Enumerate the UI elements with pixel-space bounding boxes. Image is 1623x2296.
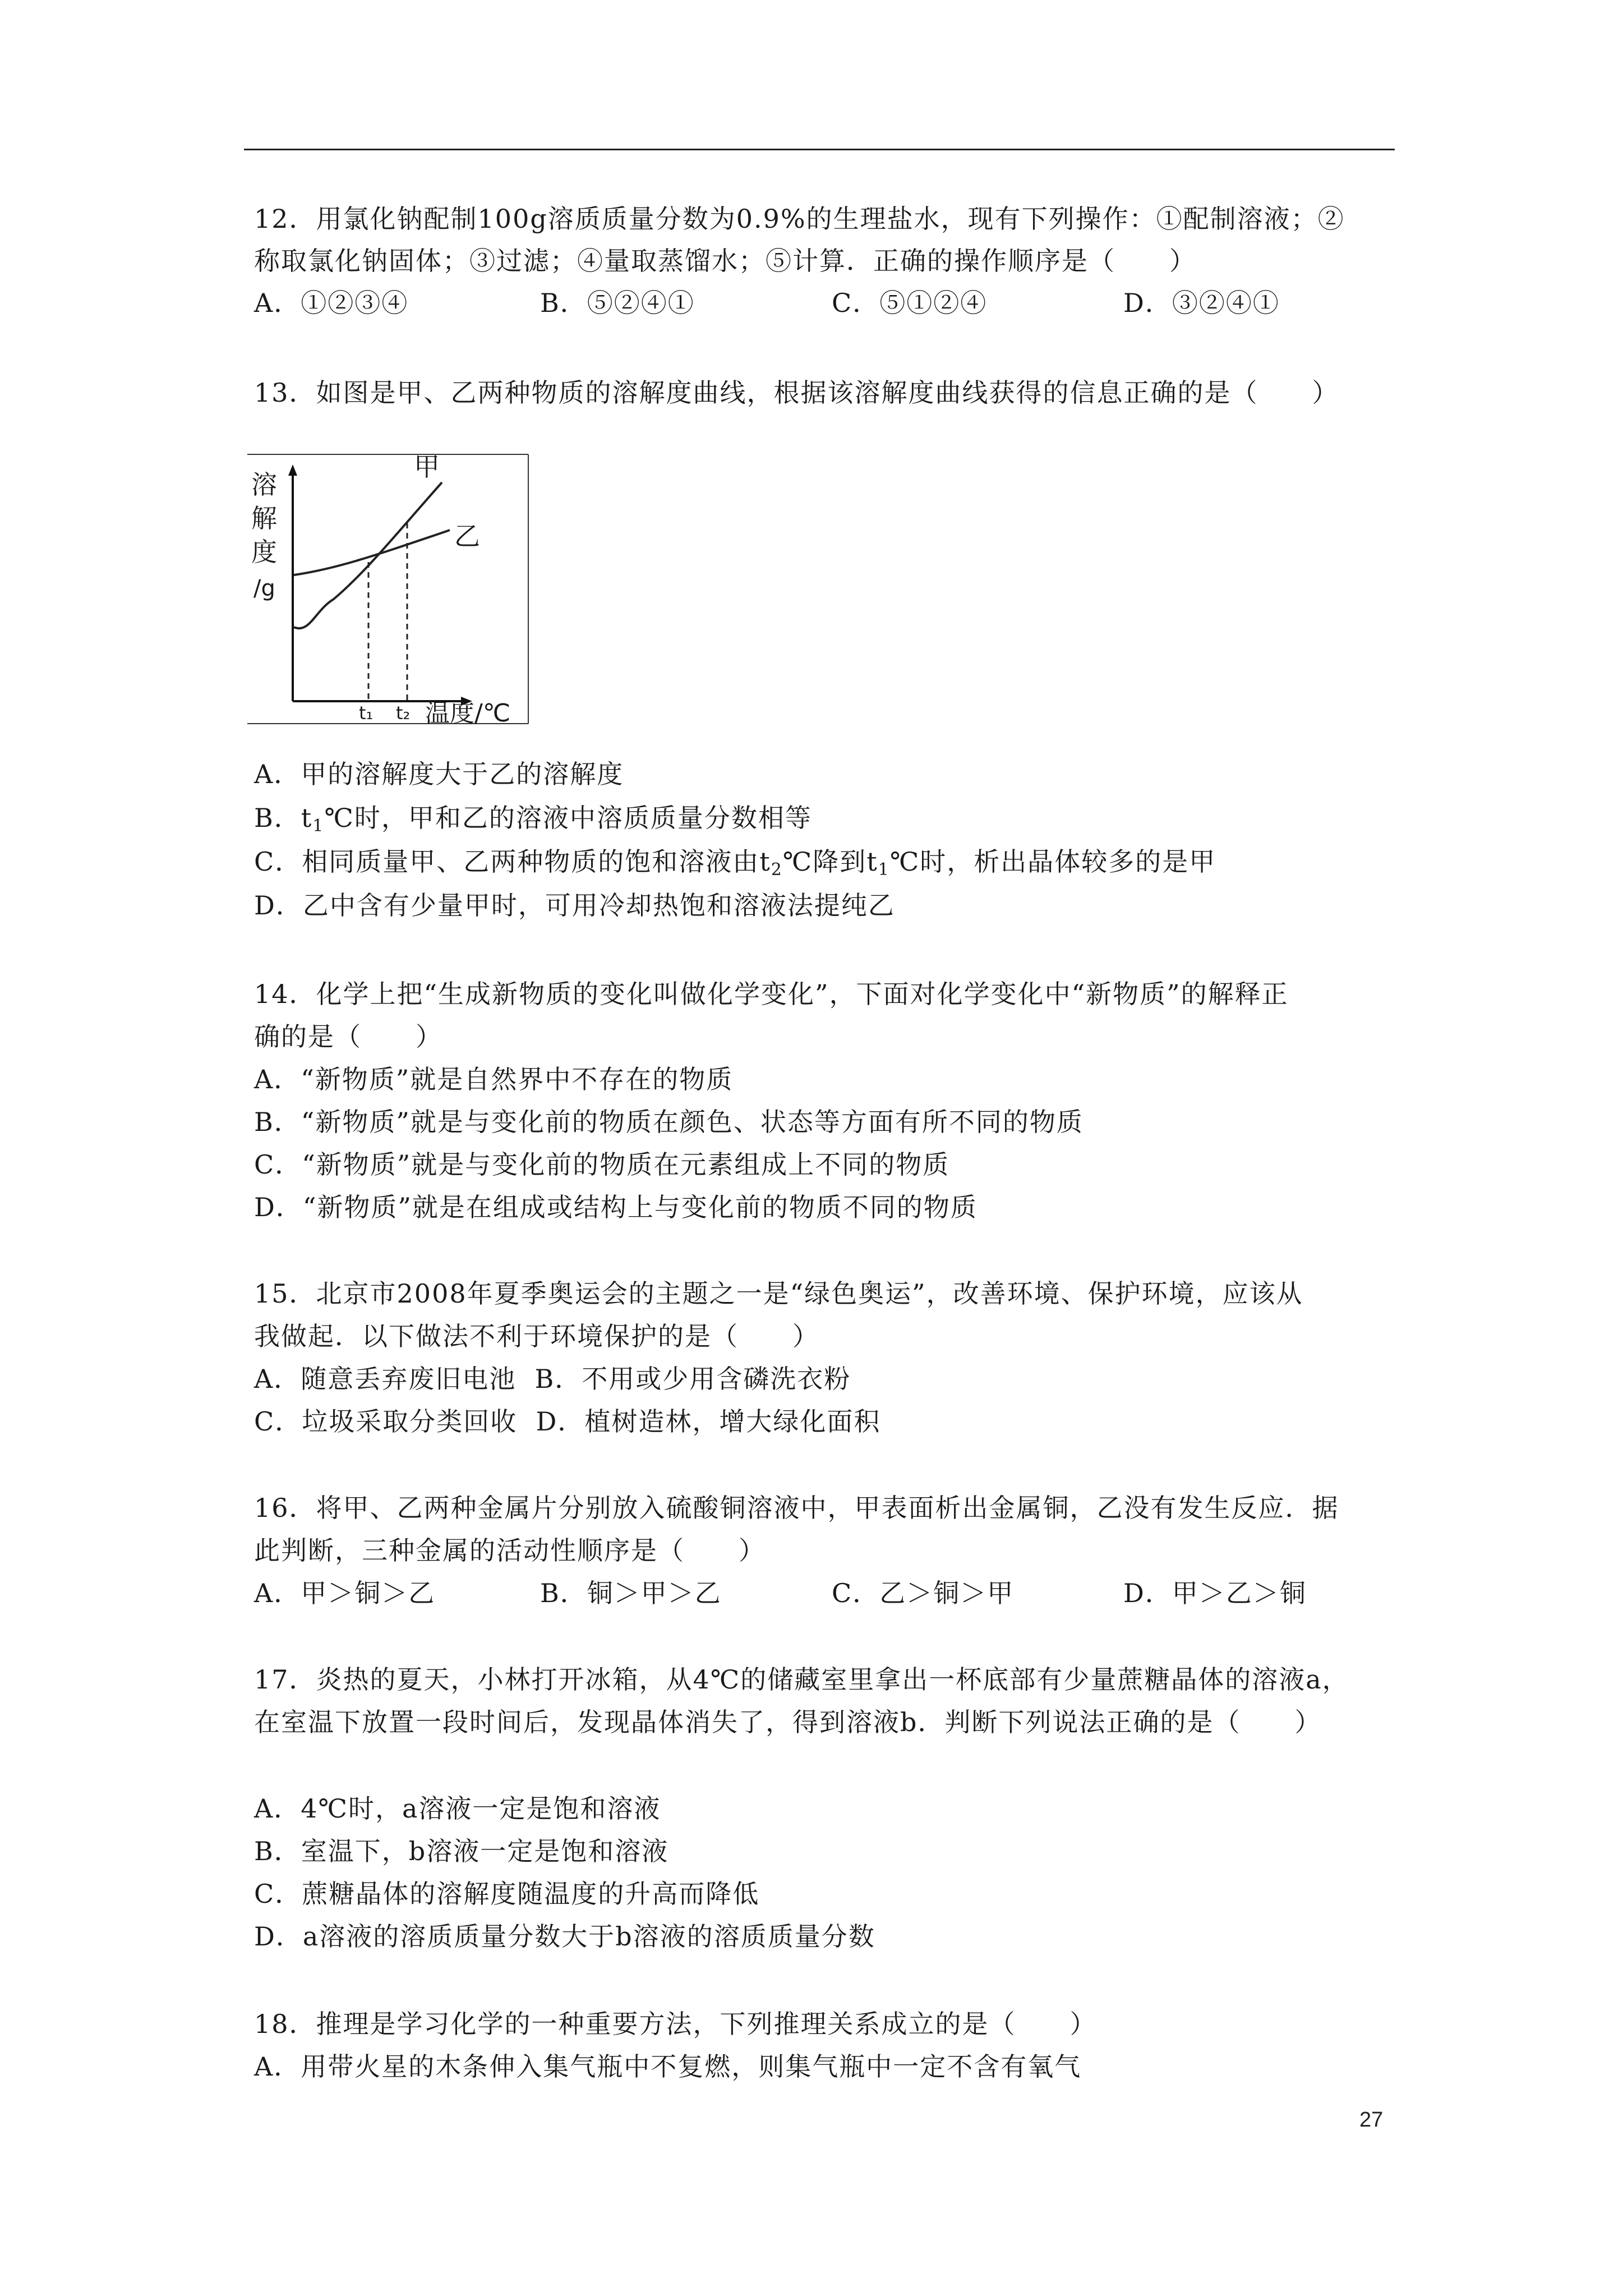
curve-yi: [294, 530, 450, 575]
q14-option-b: B．“新物质”就是与变化前的物质在颜色、状态等方面有所不同的物质: [254, 1107, 1083, 1137]
q16-option-a: A．甲＞铜＞乙: [254, 1578, 436, 1608]
q17-option-a: A．4℃时，a溶液一定是饱和溶液: [254, 1793, 661, 1824]
q14-option-d: D．“新物质”就是在组成或结构上与变化前的物质不同的物质: [254, 1192, 978, 1222]
q16-stem-line1: 16．将甲、乙两种金属片分别放入硫酸铜溶液中，甲表面析出金属铜，乙没有发生反应．据: [254, 1493, 1339, 1523]
y-axis-arrow: [288, 464, 297, 476]
q13-option-a: A．甲的溶解度大于乙的溶解度: [254, 759, 624, 789]
solubility-curve-svg: [247, 449, 533, 729]
q14-stem-line2: 确的是（ ）: [254, 1022, 442, 1052]
q14-option-a: A．“新物质”就是自然界中不存在的物质: [254, 1064, 734, 1094]
q18-stem: 18．推理是学习化学的一种重要方法，下列推理关系成立的是（ ）: [254, 2009, 1097, 2039]
y-label-char-1: 溶: [251, 470, 277, 500]
x-tick-t1: t₁: [359, 702, 374, 724]
q12-option-d: D．③②④①: [1123, 288, 1280, 318]
q12-stem-line1: 12．用氯化钠配制100g溶质质量分数为0.9%的生理盐水，现有下列操作：①配制溶液；②: [254, 204, 1345, 234]
curve-label-jia: 甲: [414, 452, 440, 482]
q17-option-c: C．蔗糖晶体的溶解度随温度的升高而降低: [254, 1879, 760, 1909]
q17-stem-line2: 在室温下放置一段时间后，发现晶体消失了，得到溶液b．判断下列说法正确的是（ ）: [254, 1707, 1322, 1737]
q16-stem-line2: 此判断，三种金属的活动性顺序是（ ）: [254, 1535, 766, 1566]
q13-option-d: D．乙中含有少量甲时，可用冷却热饱和溶液法提纯乙: [254, 890, 895, 921]
header-rule: [244, 149, 1395, 150]
q12-option-b: B．⑤②④①: [540, 288, 695, 318]
y-label-char-2: 解: [251, 503, 277, 533]
q15-stem-line1: 15．北京市2008年夏季奥运会的主题之一是“绿色奥运”，改善环境、保护环境，应该从: [254, 1278, 1303, 1309]
q17-stem-line1: 17．炎热的夏天，小林打开冰箱，从4℃的储藏室里拿出一杯底部有少量蔗糖晶体的溶液a，: [254, 1664, 1349, 1695]
q17-option-b: B．室温下，b溶液一定是饱和溶液: [254, 1836, 669, 1866]
x-tick-t2: t₂: [396, 702, 411, 724]
q12-option-a: A．①②③④: [254, 288, 409, 318]
curve-label-yi: 乙: [454, 521, 480, 551]
q16-option-c: C．乙＞铜＞甲: [832, 1578, 1015, 1608]
q13-option-b: B．$t_1℃$时，甲和乙的溶液中溶质质量分数相等: [254, 803, 812, 836]
q18-option-a: A．用带火星的木条伸入集气瓶中不复燃，则集气瓶中一定不含有氧气: [254, 2051, 1082, 2082]
q15-options-row2: C．垃圾采取分类回收 D．植树造林，增大绿化面积: [254, 1406, 881, 1437]
x-axis-label: 温度/℃: [425, 699, 511, 728]
q16-option-d: D．甲＞乙＞铜: [1123, 1578, 1307, 1608]
q17-option-d: D．a溶液的溶质质量分数大于b溶液的溶质质量分数: [254, 1921, 875, 1952]
q16-option-b: B．铜＞甲＞乙: [540, 1578, 722, 1608]
solubility-curve-figure: [247, 449, 533, 729]
q12-option-c: C．⑤①②④: [832, 288, 988, 318]
q13-stem: 13．如图是甲、乙两种物质的溶解度曲线，根据该溶解度曲线获得的信息正确的是（ ）: [254, 378, 1339, 408]
q14-stem-line1: 14．化学上把“生成新物质的变化叫做化学变化”，下面对化学变化中“新物质”的解释正: [254, 979, 1289, 1009]
q14-option-c: C．“新物质”就是与变化前的物质在元素组成上不同的物质: [254, 1149, 950, 1180]
q15-stem-line2: 我做起．以下做法不利于环境保护的是（ ）: [254, 1321, 819, 1351]
q12-stem-line2: 称取氯化钠固体；③过滤；④量取蒸馏水；⑤计算．正确的操作顺序是（ ）: [254, 246, 1196, 276]
q15-options-row1: A．随意丢弃废旧电池 B．不用或少用含磷洗衣粉: [254, 1364, 851, 1394]
y-label-char-3: 度: [251, 537, 277, 567]
y-label-unit: /g: [253, 576, 275, 601]
q13-option-c: C．相同质量甲、乙两种物质的饱和溶液由$t_2℃$降到$t_1℃$时，析出晶体较多的是甲: [254, 846, 1216, 880]
page-number: 27: [1359, 2108, 1384, 2132]
